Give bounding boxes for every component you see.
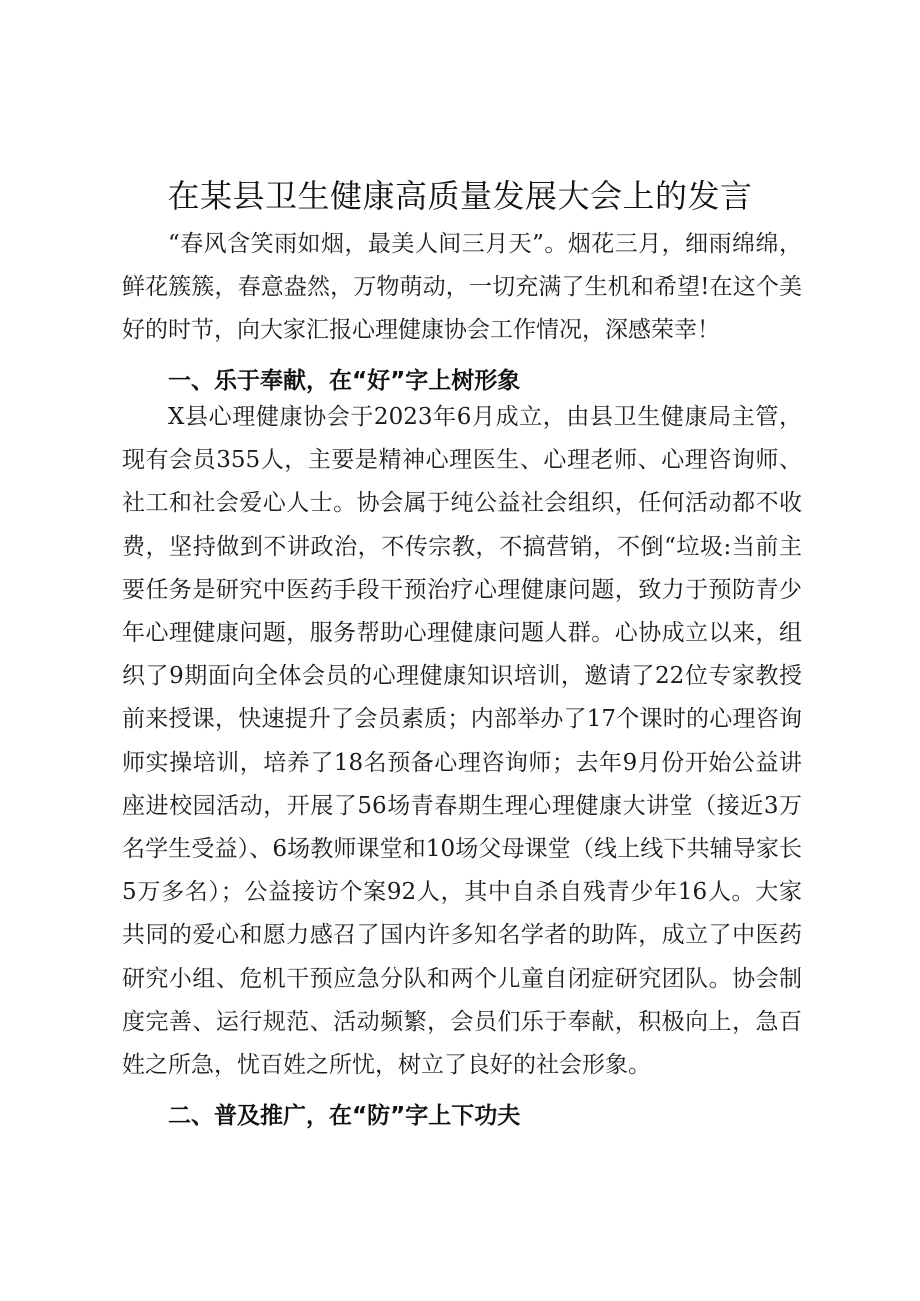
section-1-heading: 一、乐于奉献，在“好”字上树形象 [168, 368, 521, 394]
document-title: 在某县卫生健康高质量发展大会上的发言 [167, 177, 753, 215]
section-2-heading: 二、普及推广，在“防”字上下功夫 [168, 1103, 521, 1129]
intro-paragraph: “春风含笑雨如烟，最美人间三月天”。烟花三月，细雨绵绵，鲜花簇簇，春意盎然，万物萌动，一切充满了生机和希望!在这个美好的时节，向大家汇报心理健康协会工作情况，深感荣幸！ [122, 231, 802, 344]
section-1-paragraph: X县心理健康协会于2023年6月成立，由县卫生健康局主管，现有会员355人，主要是精神心理医生、心理老师、心理咨询师、社工和社会爱心人士。协会属于纯公益社会组织，任何活动都不收费，坚持做到不讲政治，不传宗教，不搞营销，不倒“垃圾:当前主要任务是研究中医药手段干预治疗心理健康问题，致力于预防青少年心理健康问题，服务帮助心理健康问题人群。心协成立以来，组织了9期面向全体会员的心理健康知识培训，邀请了22位专家教授前来授课，快速提升了会员素质；内部举办了17个课时的心理咨询师实操培训，培养了18名预备心理咨询师；去年9月份开始公益讲座进校园活动，开展了56场青春期生理心理健康大讲堂（接近3万名学生受益）、6场教师课堂和10场父母课堂（线上线下共辅导家长5万多名）；公益接访个案92人，其中自杀自残青少年16人。大家共同的爱心和愿力感召了国内许多知名学者的助阵，成立了中医药研究小组、危机干预应急分队和两个儿童自闭症研究团队。协会制度完善、运行规范、活动频繁，会员们乐于奉献，积极向上，急百姓之所急，忧百姓之所忧，树立了良好的社会形象。 [122, 404, 802, 1079]
